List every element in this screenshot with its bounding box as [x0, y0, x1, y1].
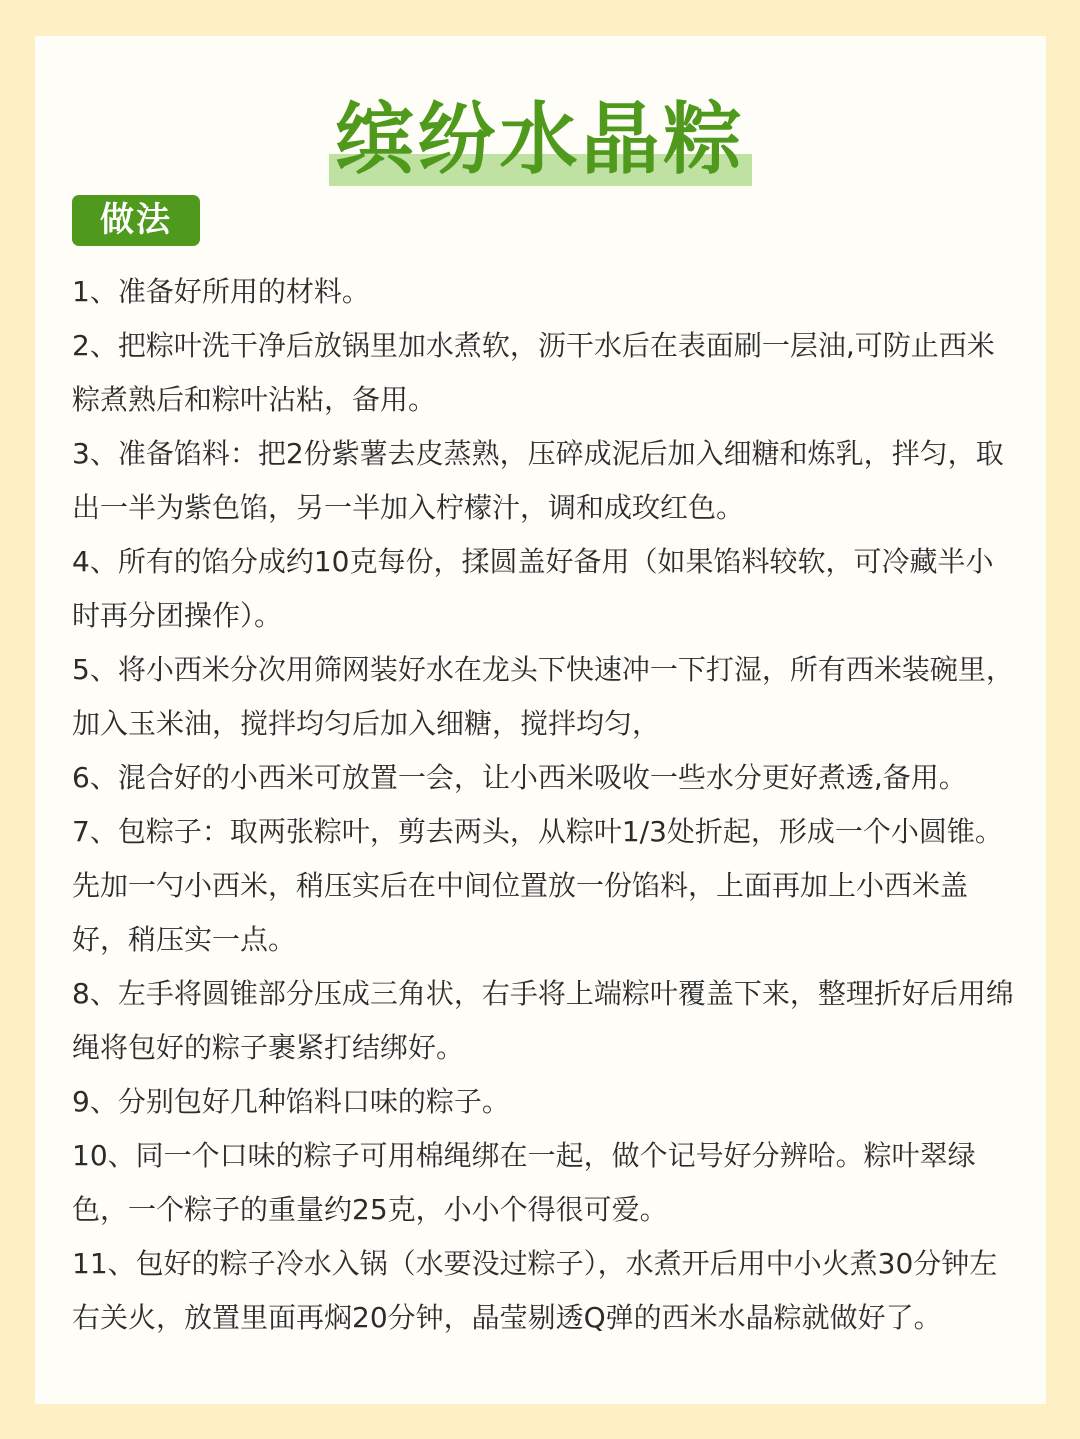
title-area [35, 94, 1046, 186]
step-item: 8、左手将圆锥部分压成三角状，右手将上端粽叶覆盖下来，整理折好后用绵绳将包好的粽子裹紧打结绑好。 [72, 977, 1014, 1064]
step-item: 9、分别包好几种馅料口味的粽子。 [72, 1085, 510, 1118]
step-item: 11、包好的粽子冷水入锅（水要没过粽子），水煮开后用中小火煮30分钟左右关火，放置里面再焖20分钟，晶莹剔透Q弹的西米水晶粽就做好了。 [72, 1247, 998, 1334]
step-item: 2、把粽叶洗干净后放锅里加水煮软，沥干水后在表面刷一层油,可防止西米粽煮熟后和粽叶沾粘，备用。 [72, 329, 995, 416]
recipe-card [35, 36, 1046, 1404]
step-item: 1、准备好所用的材料。 [72, 275, 370, 308]
step-item: 6、混合好的小西米可放置一会，让小西米吸收一些水分更好煮透,备用。 [72, 761, 967, 794]
page-title: 缤纷水晶粽 [329, 94, 751, 186]
section-badge: 做法 [72, 195, 200, 246]
step-item: 5、将小西米分次用筛网装好水在龙头下快速冲一下打湿，所有西米装碗里，加入玉米油，搅拌均匀后加入细糖，搅拌均匀， [72, 653, 1014, 740]
step-item: 3、准备馅料：把2份紫薯去皮蒸熟，压碎成泥后加入细糖和炼乳，拌匀，取出一半为紫色馅，另一半加入柠檬汁，调和成玫红色。 [72, 437, 1004, 524]
steps-list [72, 265, 1020, 1345]
step-item: 7、包粽子：取两张粽叶，剪去两头，从粽叶1/3处折起，形成一个小圆锥。先加一勺小西米，稍压实后在中间位置放一份馅料，上面再加上小西米盖好，稍压实一点。 [72, 815, 1003, 956]
step-item: 4、所有的馅分成约10克每份，揉圆盖好备用（如果馅料较软，可冷藏半小时再分团操作）。 [72, 545, 994, 632]
step-item: 10、同一个口味的粽子可用棉绳绑在一起，做个记号好分辨哈。粽叶翠绿色，一个粽子的重量约25克，小小个得很可爱。 [72, 1139, 976, 1226]
